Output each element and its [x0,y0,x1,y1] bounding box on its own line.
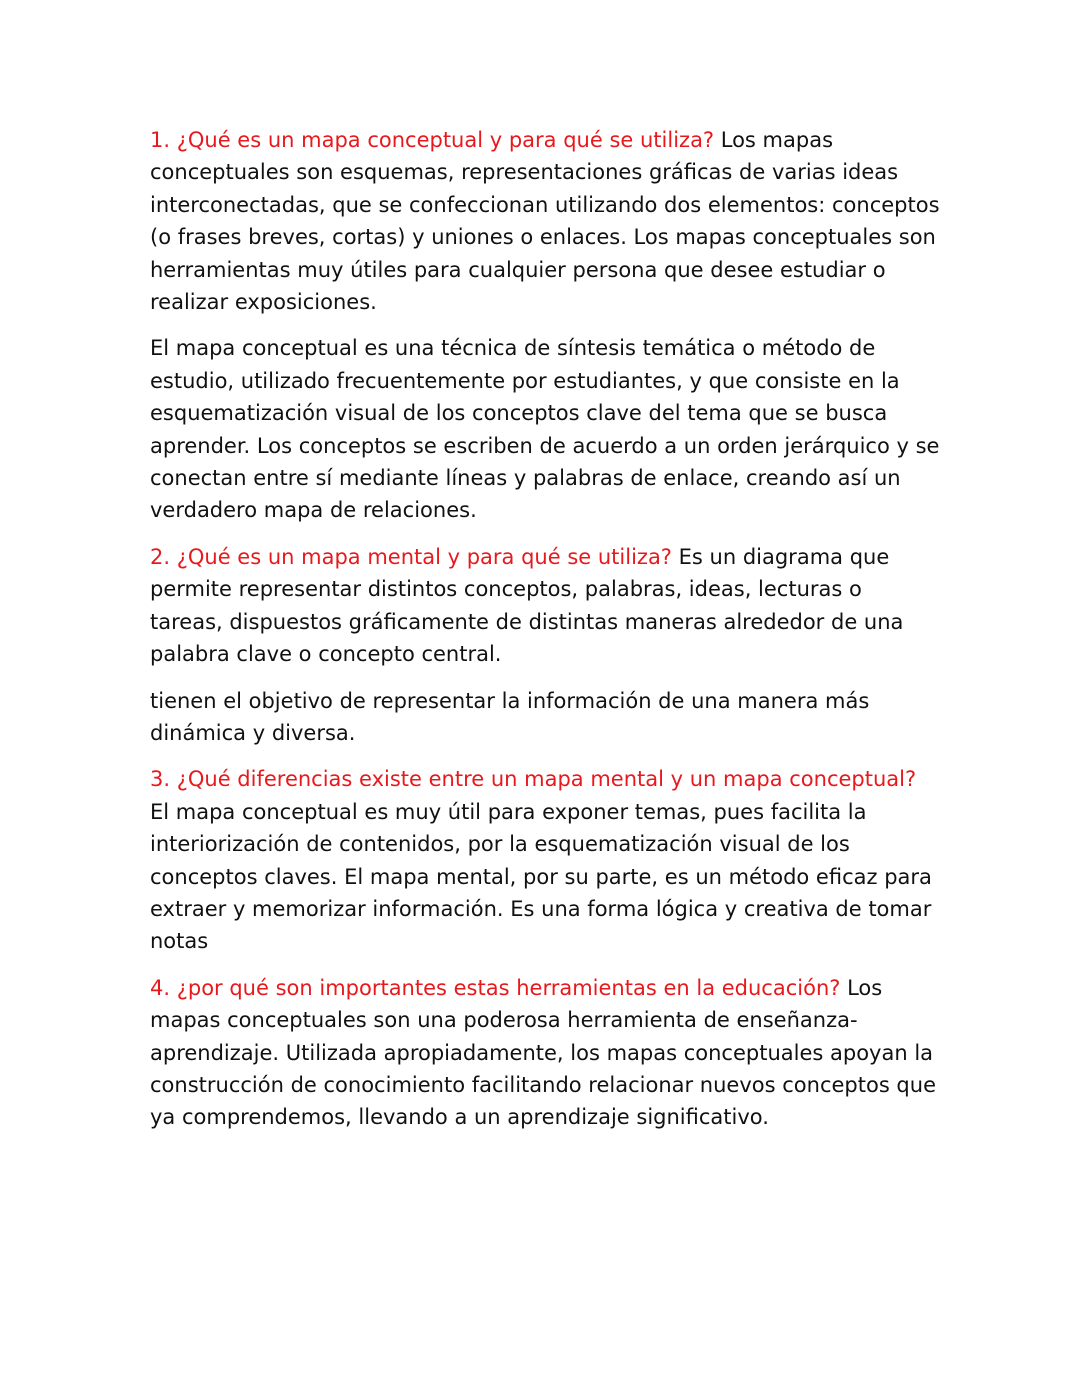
question-3-paragraph [150,763,940,957]
question-1-paragraph [150,124,940,318]
document-page [150,124,940,1148]
question-3-heading: 3. ¿Qué diferencias existe entre un mapa mental y un mapa conceptual? [150,767,917,792]
question-2-heading: 2. ¿Qué es un mapa mental y para qué se utiliza? [150,544,672,569]
question-1-heading: 1. ¿Qué es un mapa conceptual y para qué se utiliza? [150,128,715,152]
question-3-answer: El mapa conceptual es muy útil para exponer temas, pues facilita la interiorización de contenidos, por la esquematización visual de los conceptos claves. El mapa mental, por su parte, es un método eficaz para extraer y memorizar información. Es una forma lógica y creativa de tomar notas [150,799,932,954]
question-1-extra-paragraph: El mapa conceptual es una técnica de síntesis temática o método de estudio, utilizado frecuentemente por estudiantes, y que consiste en la esquematización visual de los conceptos clave del tema que se busca aprender. Los conceptos se escriben de acuerdo a un orden jerárquico y se conectan entre sí mediante líneas y palabras de enlace, creando así un verdadero mapa de relaciones. [150,336,940,523]
question-2-extra-paragraph: tienen el objetivo de representar la información de una manera más dinámica y diversa. [150,688,870,745]
question-2-paragraph [150,541,940,671]
question-4-answer: Los mapas conceptuales son una poderosa herramienta de enseñanza-aprendizaje. Utilizada apropiadamente, los mapas conceptuales apoyan la construcción de conocimiento facilitando relacionar nuevos conceptos que ya comprendemos, llevando a un aprendizaje significativo. [150,975,936,1130]
question-4-heading: 4. ¿por qué son importantes estas herramientas en la educación? [150,975,841,1000]
question-2-answer: Es un diagrama que permite representar distintos conceptos, palabras, ideas, lecturas o tareas, dispuestos gráficamente de distintas maneras alrededor de una palabra clave o concepto central. [150,544,904,667]
question-4-paragraph [150,972,940,1134]
question-1-answer: Los mapas conceptuales son esquemas, representaciones gráficas de varias ideas interconectadas, que se confeccionan utilizando dos elementos: conceptos (o frases breves, cortas) y uniones o enlaces. Los mapas conceptuales son herramientas muy útiles para cualquier persona que desee estudiar o realizar exposiciones. [150,128,940,315]
